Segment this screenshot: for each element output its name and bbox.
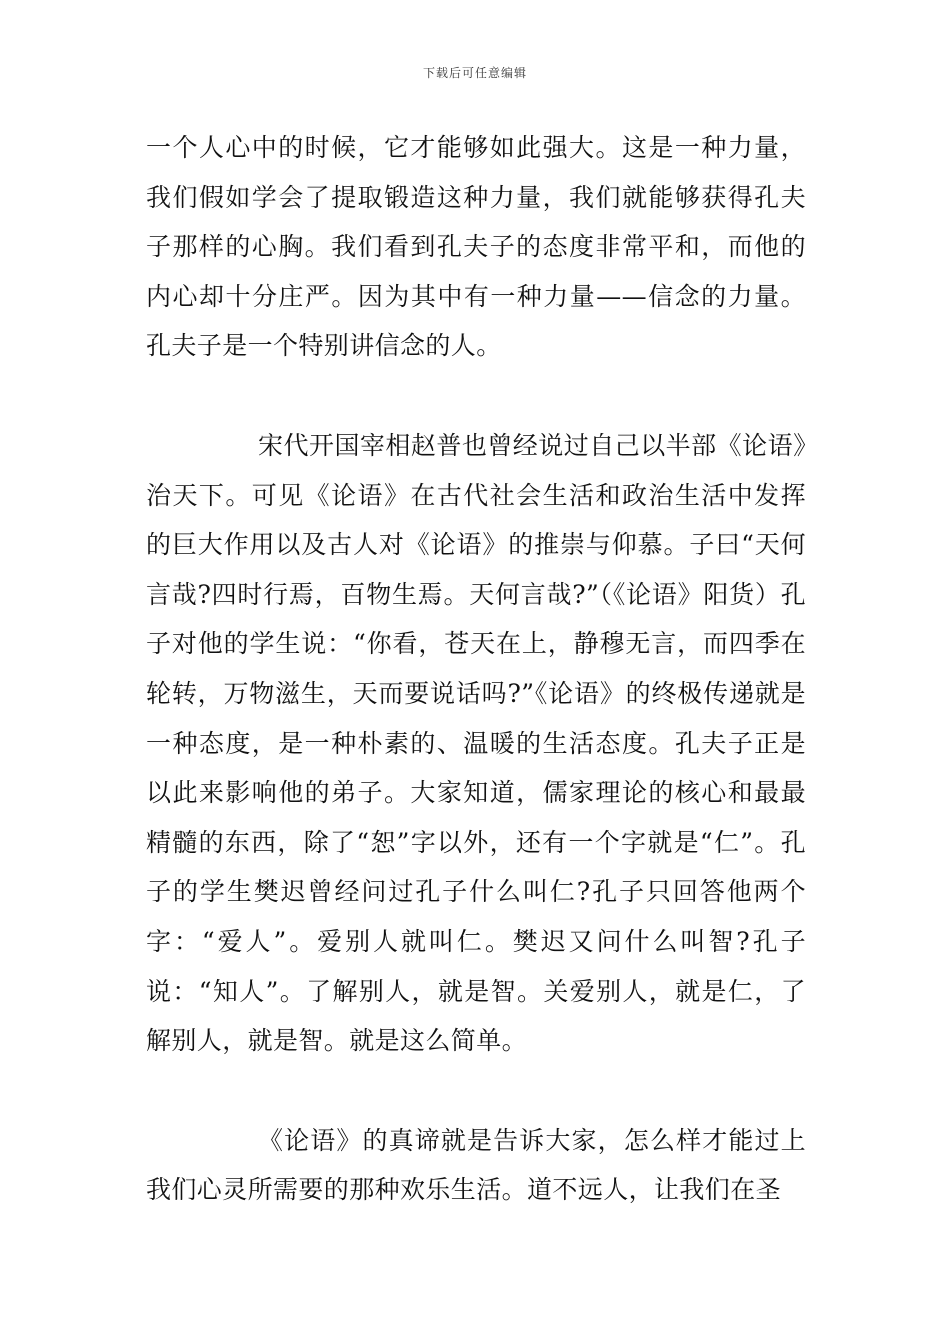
paragraph-2: 宋代开国宰相赵普也曾经说过自己以半部《论语》治天下。可见《论语》在古代社会生活和政治生活中发挥的巨大作用以及古人对《论语》的推崇与仰慕。子曰“天何言哉?四时行焉，百物生焉。天何言哉?”（《论语》阳货）孔子对他的学生说：“你看，苍天在上，静穆无言，而四季在轮转，万物滋生，天而要说话吗?”《论语》的终极传递就是一种态度，是一种朴素的、温暖的生活态度。孔夫子正是以此来影响他的弟子。大家知道，儒家理论的核心和最最精髓的东西，除了“恕”字以外，还有一个字就是“仁”。孔子的学生樊迟曾经问过孔子什么叫仁?孔子只回答他两个字：“爱人”。爱别人就叫仁。樊迟又问什么叫智?孔子说：“知人”。了解别人，就是智。关爱别人，就是仁，了解别人，就是智。就是这么简单。 [146,430,806,1056]
page-header-note: 下载后可任意编辑 [422,66,527,80]
paragraph-gap [146,371,806,421]
paragraph-gap [146,1066,806,1116]
document-body [146,123,806,1215]
paragraph-1: 一个人心中的时候，它才能够如此强大。这是一种力量，我们假如学会了提取锻造这种力量，我们就能够获得孔夫子那样的心胸。我们看到孔夫子的态度非常平和，而他的内心却十分庄严。因为其中有一种力量——信念的力量。孔夫子是一个特别讲信念的人。 [146,133,806,361]
paragraph-3: 《论语》的真谛就是告诉大家，怎么样才能过上我们心灵所需要的那种欢乐生活。道不远人，让我们在圣 [146,1125,806,1205]
